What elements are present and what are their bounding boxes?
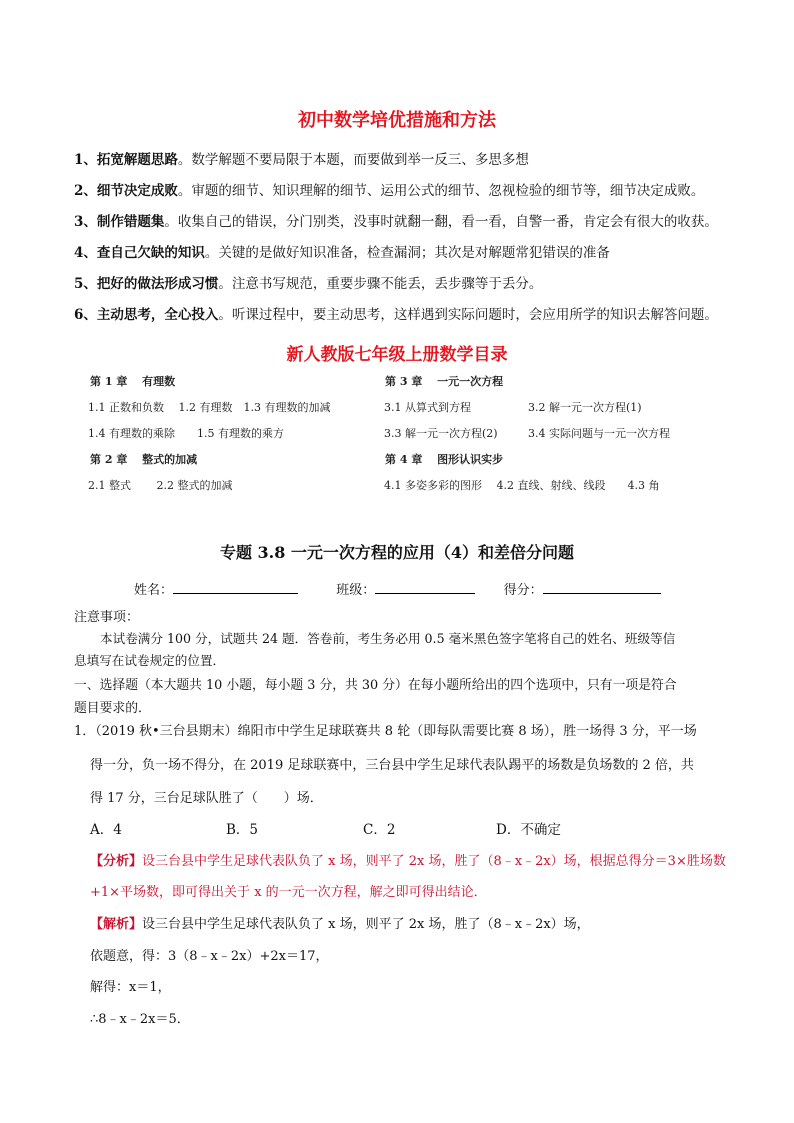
toc-title: 新人教版七年级上册数学目录 bbox=[286, 345, 508, 365]
analysis-tag: 【分析】 bbox=[90, 854, 143, 869]
tip-number: 3、 bbox=[74, 214, 97, 230]
page-title: 初中数学培优措施和方法 bbox=[298, 110, 496, 131]
solution-text: 解得：x＝1， bbox=[90, 980, 171, 995]
notice-text: 本试卷满分 100 分，试题共 24 题．答卷前，考生务必用 0.5 毫米黑色签字笔将自己的姓名、班级等信 bbox=[100, 631, 676, 646]
section-heading: 题目要求的． bbox=[74, 701, 151, 716]
notice-text: 息填写在试卷规定的位置． bbox=[74, 653, 226, 668]
tip-item bbox=[74, 241, 610, 261]
tip-item bbox=[74, 179, 704, 199]
solution-text: ∴8﹣x﹣2x＝5． bbox=[90, 1012, 190, 1027]
question-text: 得 17 分，三台足球队胜了（ ）场． bbox=[90, 791, 323, 806]
student-info-row bbox=[134, 579, 661, 598]
tip-item bbox=[74, 148, 529, 168]
solution-text: 【解析】设三台县中学生足球代表队负了 x 场，则平了 2x 场，胜了（8﹣x﹣2x）场， bbox=[90, 917, 590, 932]
class-field[interactable] bbox=[375, 581, 475, 594]
tip-heading: 把好的做法形成习惯 bbox=[96, 276, 219, 292]
toc-chapter-3-row: 3.3 解一元一次方程(2) bbox=[384, 427, 498, 440]
score-field[interactable] bbox=[543, 581, 661, 594]
tip-text: 。审题的细节、知识理解的细节、运用公式的细节、忽视检验的细节等，细节决定成败。 bbox=[177, 183, 705, 199]
tip-item bbox=[74, 210, 718, 230]
class-label: 班级： bbox=[336, 583, 376, 598]
tip-number: 6、 bbox=[74, 307, 97, 323]
tip-text: 。听课过程中，要主动思考，这样遇到实际问题时，会应用所学的知识去解答问题。 bbox=[218, 307, 718, 323]
analysis-text: +1×平场数，即可得出关于 x 的一元一次方程，解之即可得出结论． bbox=[90, 885, 487, 900]
toc-chapter-3-row: 3.4 实际问题与一元一次方程 bbox=[528, 427, 670, 440]
toc-chapter-1-heading: 第 1 章 有理数 bbox=[90, 375, 176, 388]
tip-text: 。收集自己的错误，分门别类，没事时就翻一翻，看一看，自警一番，肯定会有很大的收获。 bbox=[164, 214, 718, 230]
toc-chapter-2-heading: 第 2 章 整式的加减 bbox=[90, 453, 198, 466]
tip-heading: 制作错题集 bbox=[96, 214, 165, 230]
question-text: 1．（2019 秋•三台县期末）绵阳市中学生足球联赛共 8 轮（即每队需要比赛 8 场），胜一场得 3 分，平一场 bbox=[74, 724, 697, 739]
analysis-text: 【分析】设三台县中学生足球代表队负了 x 场，则平了 2x 场，胜了（8﹣x﹣2x）场，根据总得分＝3×胜场数 bbox=[90, 854, 726, 869]
tip-item bbox=[74, 303, 718, 323]
name-label: 姓名： bbox=[134, 583, 174, 598]
tip-heading: 拓宽解题思路 bbox=[96, 152, 178, 168]
tip-heading: 细节决定成败 bbox=[96, 183, 178, 199]
tip-number: 5、 bbox=[74, 276, 97, 292]
score-label: 得分： bbox=[503, 583, 543, 598]
option-c[interactable]: C．2 bbox=[363, 822, 396, 838]
tip-number: 2、 bbox=[74, 183, 97, 199]
toc-chapter-4-row: 4.1 多姿多彩的图形 4.2 直线、射线、线段 4.3 角 bbox=[384, 479, 660, 492]
option-d[interactable]: D．不确定 bbox=[496, 822, 561, 838]
toc-chapter-3-row: 3.2 解一元一次方程(1) bbox=[528, 401, 642, 414]
tip-number: 4、 bbox=[74, 245, 97, 261]
exam-title: 专题 3.8 一元一次方程的应用（4）和差倍分问题 bbox=[219, 543, 575, 562]
notice-heading: 注意事项： bbox=[74, 610, 140, 625]
name-field[interactable] bbox=[173, 581, 298, 594]
toc-chapter-1-row: 1.1 正数和负数 1.2 有理数 1.3 有理数的加减 bbox=[88, 401, 331, 414]
tip-number: 1、 bbox=[74, 152, 97, 168]
solution-tag: 【解析】 bbox=[90, 917, 143, 932]
question-text: 得一分，负一场不得分，在 2019 足球联赛中，三台县中学生足球代表队踢平的场数是负场数的 2 倍，共 bbox=[90, 758, 694, 773]
option-a[interactable]: A．4 bbox=[90, 822, 122, 838]
option-b[interactable]: B．5 bbox=[226, 822, 259, 838]
toc-chapter-1-row: 1.4 有理数的乘除 1.5 有理数的乘方 bbox=[88, 427, 284, 440]
tip-heading: 主动思考，全心投入 bbox=[96, 307, 219, 323]
toc-chapter-2-row: 2.1 整式 2.2 整式的加减 bbox=[88, 479, 233, 492]
toc-chapter-4-heading: 第 4 章 图形认识实步 bbox=[385, 453, 504, 466]
tip-heading: 查自己欠缺的知识 bbox=[96, 245, 205, 261]
solution-text: 依题意，得：3（8﹣x﹣2x）+2x＝17， bbox=[90, 949, 329, 964]
section-heading: 一、选择题（本大题共 10 小题，每小题 3 分，共 30 分）在每小题所给出的四个选项中，只有一项是符合 bbox=[74, 678, 677, 693]
toc-chapter-3-heading: 第 3 章 一元一次方程 bbox=[385, 375, 504, 388]
tip-text: 。注意书写规范，重要步骤不能丢，丢步骤等于丢分。 bbox=[218, 276, 543, 292]
toc-chapter-3-row: 3.1 从算式到方程 bbox=[384, 401, 471, 414]
tip-item bbox=[74, 272, 542, 292]
tip-text: 。数学解题不要局限于本题，而要做到举一反三、多思多想 bbox=[177, 152, 529, 168]
tip-text: 。关键的是做好知识准备，检查漏洞；其次是对解题常犯错误的准备 bbox=[204, 245, 610, 261]
